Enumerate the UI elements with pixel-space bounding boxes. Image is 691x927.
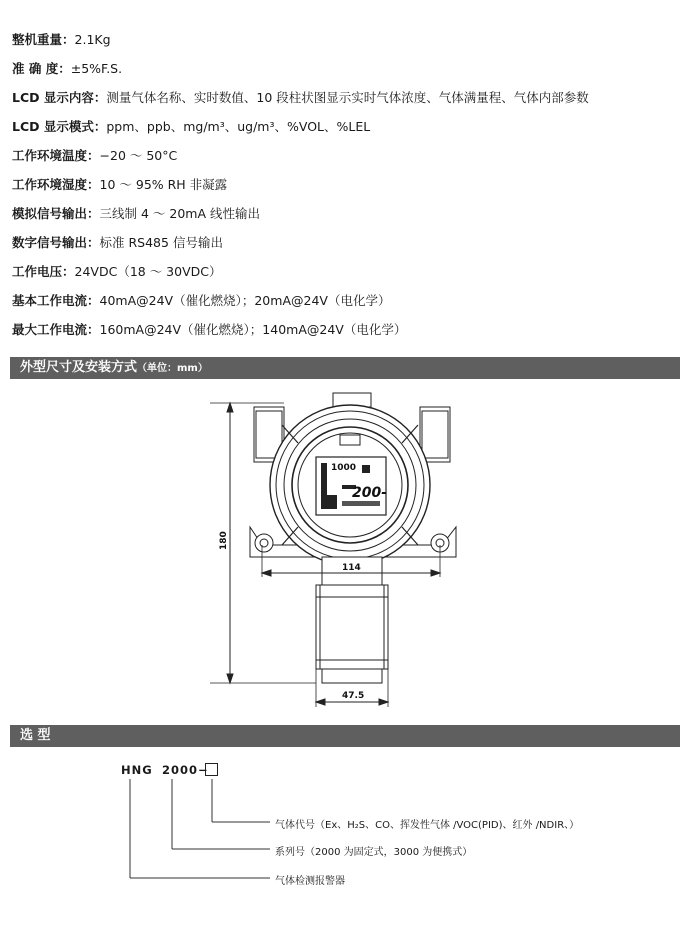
lcd-top-reading: 1000 <box>331 463 357 473</box>
product-name-note: 气体检测报警器 <box>275 876 345 887</box>
spec-label: 整机重量： <box>12 32 75 47</box>
spec-value: −20 ～ 50°C <box>99 148 178 163</box>
spec-max-current <box>12 320 406 338</box>
spec-label: 数字信号输出： <box>12 235 100 250</box>
spec-weight <box>12 30 111 48</box>
spec-accuracy <box>12 59 122 77</box>
spec-label: LCD 显示模式： <box>12 119 107 134</box>
spec-label: 最大工作电流： <box>12 322 100 337</box>
spec-label: 模拟信号输出： <box>12 206 100 221</box>
spec-temperature <box>12 146 177 164</box>
spec-base-current <box>12 291 390 309</box>
spec-humidity <box>12 175 227 193</box>
dimension-drawing <box>0 385 691 715</box>
height-dimension-label: 180 <box>219 531 229 550</box>
spec-value: 10 ～ 95% RH 非凝露 <box>99 177 228 192</box>
spec-label: 准 确 度： <box>12 61 71 76</box>
gas-code-note: 气体代号（Ex、H₂S、CO、挥发性气体 /VOC(PID)、红外 /NDIR、） <box>275 820 580 831</box>
spec-lcd-mode <box>12 117 370 135</box>
series-note: 系列号（2000 为固定式，3000 为便携式） <box>275 847 473 858</box>
spec-value: 标准 RS485 信号输出 <box>99 235 223 250</box>
spec-label: 工作环境温度： <box>12 148 100 163</box>
model-prefix: HNG <box>121 763 153 777</box>
dimensions-section-header <box>10 357 680 379</box>
spec-label: 工作环境湿度： <box>12 177 100 192</box>
section-title: 外型尺寸及安装方式 <box>20 360 138 375</box>
selection-section-header <box>10 725 680 747</box>
sensor-width-dimension-label: 47.5 <box>342 691 365 701</box>
width-dimension-label: 114 <box>342 563 361 573</box>
spec-analog-output <box>12 204 260 222</box>
spec-value: 160mA@24V（催化燃烧）；140mA@24V（电化学） <box>99 322 407 337</box>
model-series: 2000− <box>162 763 209 777</box>
spec-value: 2.1Kg <box>74 32 111 47</box>
lcd-main-reading: 200- <box>352 485 388 501</box>
spec-digital-output <box>12 233 223 251</box>
section-unit: （单位：mm） <box>137 363 208 374</box>
spec-label: LCD 显示内容： <box>12 90 107 105</box>
spec-lcd-content <box>12 88 589 106</box>
spec-voltage <box>12 262 222 280</box>
spec-value: 三线制 4 ～ 20mA 线性输出 <box>99 206 260 221</box>
spec-value: 24VDC（18 ～ 30VDC） <box>74 264 222 279</box>
spec-value: 测量气体名称、实时数值、10 段柱状图显示实时气体浓度、气体满量程、气体内部参数 <box>106 90 589 105</box>
spec-value: ppm、ppb、mg/m³、ug/m³、%VOL、%LEL <box>106 119 371 134</box>
section-title: 选 型 <box>20 728 51 743</box>
spec-label: 基本工作电流： <box>12 293 100 308</box>
spec-label: 工作电压： <box>12 264 75 279</box>
spec-value: ±5%F.S. <box>70 61 123 76</box>
spec-value: 40mA@24V（催化燃烧）；20mA@24V（电化学） <box>99 293 391 308</box>
